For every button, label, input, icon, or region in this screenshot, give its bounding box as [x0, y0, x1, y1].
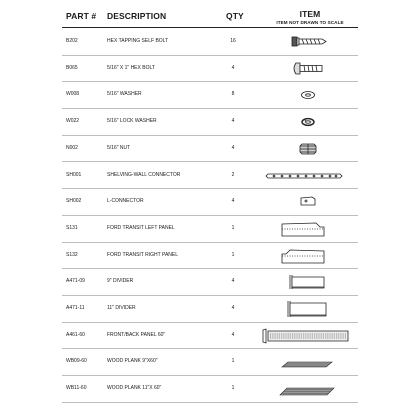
- lock-washer-icon: [258, 109, 358, 134]
- part-qty: 4: [231, 144, 235, 151]
- part-qty: 4: [231, 118, 235, 125]
- header-item: ITEM: [299, 9, 321, 19]
- table-row: [62, 81, 358, 109]
- table-row: [62, 295, 358, 323]
- divider-11-icon: [258, 296, 358, 321]
- part-description: 5/16" NUT: [107, 144, 131, 151]
- part-number: SH002: [66, 198, 82, 205]
- table-row: [62, 322, 358, 350]
- front-back-panel-icon: [258, 323, 358, 348]
- table-header: [0, 0, 416, 28]
- part-qty: 4: [231, 305, 235, 311]
- part-qty: 4: [231, 278, 235, 285]
- table-row: [62, 162, 358, 190]
- part-description: HEX TAPPING SELF BOLT: [107, 38, 169, 44]
- l-connector-icon: [258, 189, 358, 214]
- part-description: WOOD PLANK 9"X60": [107, 358, 158, 365]
- part-description: SHELVING-WALL CONNECTOR: [107, 171, 181, 178]
- left-panel-icon: [258, 216, 358, 241]
- part-qty: 4: [231, 198, 235, 205]
- part-number: A471-09: [66, 278, 85, 285]
- part-qty: 4: [231, 64, 235, 71]
- table-row: [62, 242, 358, 270]
- part-number: B065: [66, 64, 78, 71]
- part-qty: 4: [231, 331, 235, 338]
- part-number: W022: [66, 118, 80, 125]
- table-row: [62, 375, 358, 403]
- part-qty: 1: [231, 385, 235, 392]
- table-row: [62, 188, 358, 216]
- part-qty: 16: [230, 38, 236, 44]
- part-qty: 8: [231, 91, 235, 98]
- part-description: 5/16" X 1" HEX BOLT: [107, 64, 155, 71]
- table-row: [62, 348, 358, 376]
- part-qty: 1: [231, 224, 235, 231]
- table-row: [62, 135, 358, 163]
- part-number: S131: [66, 224, 78, 231]
- part-number: S132: [66, 251, 78, 258]
- part-number: B202: [66, 38, 78, 44]
- table-row: [62, 215, 358, 243]
- part-description: 5/16" LOCK WASHER: [107, 118, 157, 125]
- wood-plank-9-icon: [258, 349, 358, 374]
- part-description: WOOD PLANK 11"X 60": [107, 385, 162, 392]
- part-description: L-CONNECTOR: [107, 198, 144, 205]
- part-description: 9" DIVIDER: [107, 278, 134, 285]
- part-number: N002: [66, 144, 78, 151]
- part-description: 5/16" WASHER: [107, 91, 142, 98]
- hex-nut-icon: [258, 136, 358, 161]
- header-part: PART #: [66, 11, 97, 21]
- wall-connector-icon: [258, 163, 358, 188]
- table-row: [62, 28, 358, 56]
- part-number: A471-11: [66, 305, 85, 311]
- header-description: DESCRIPTION: [107, 11, 167, 21]
- part-description: 11" DIVIDER: [107, 305, 136, 311]
- part-description: FORD TRANSIT RIGHT PANEL: [107, 251, 179, 258]
- part-number: A461-60: [66, 331, 85, 338]
- part-qty: 1: [231, 251, 235, 258]
- header-scale-note: ITEM NOT DRAWN TO SCALE: [276, 20, 344, 25]
- right-panel-icon: [258, 243, 358, 268]
- washer-icon: [258, 82, 358, 107]
- part-number: W008: [66, 91, 80, 98]
- header-qty: QTY: [226, 11, 244, 21]
- wood-plank-11-icon: [258, 376, 358, 401]
- part-qty: 1: [231, 358, 235, 365]
- part-description: FORD TRANSIT LEFT PANEL: [107, 224, 175, 231]
- table-row: [62, 55, 358, 83]
- divider-9-icon: [258, 269, 358, 294]
- self-tapping-bolt-icon: [258, 29, 358, 54]
- part-description: FRONT/BACK PANEL 60": [107, 331, 166, 338]
- part-qty: 2: [231, 171, 235, 178]
- hex-bolt-icon: [258, 56, 358, 81]
- part-number: SH001: [66, 171, 82, 178]
- table-row: [62, 108, 358, 136]
- table-row: [62, 268, 358, 296]
- part-number: WB09-60: [66, 358, 87, 365]
- part-number: WB11-60: [66, 385, 87, 392]
